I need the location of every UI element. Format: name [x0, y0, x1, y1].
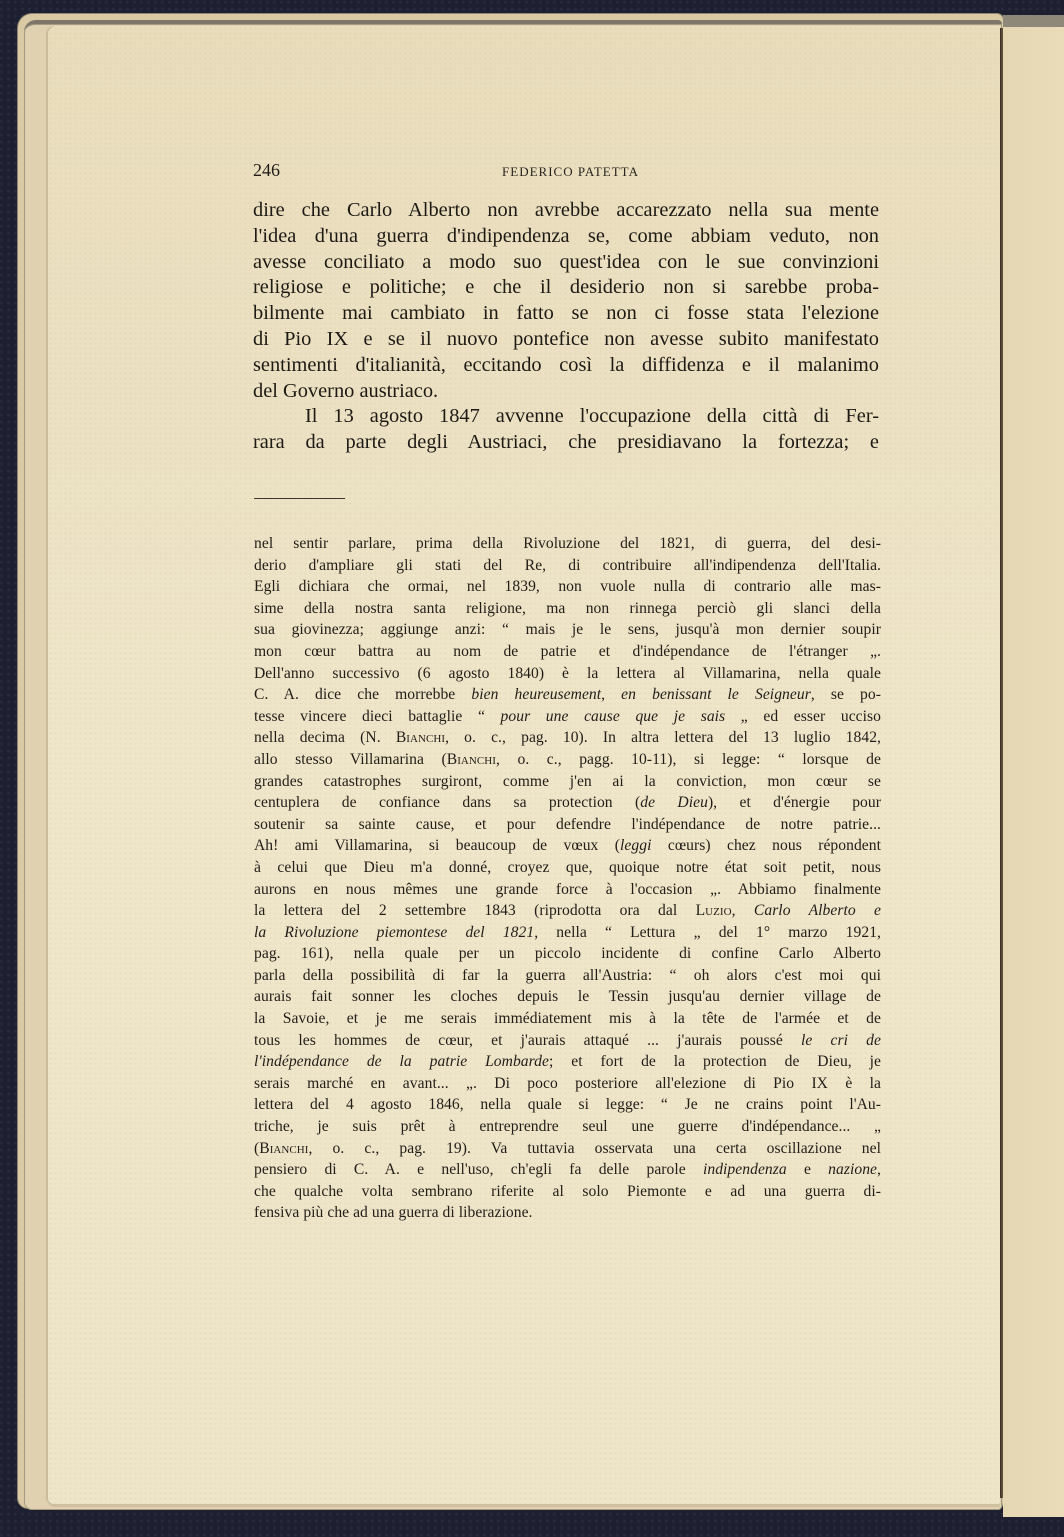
book-title: Carlo Alberto e: [753, 902, 881, 920]
footnote-line: [254, 727, 881, 749]
author-name: Bianchi: [259, 1139, 309, 1157]
text-run: ), et d'énergie pour: [707, 794, 881, 812]
footnote-line: triche, je suis prêt à entreprendre seul une guerre d'indépendance... „: [254, 1118, 881, 1136]
footnote-line: [254, 900, 881, 922]
footnote-line: che qualche volta sembrano riferite al solo Piemonte e ad una guerra di-: [254, 1182, 881, 1200]
italic-quote: pour une cause que je sais: [500, 707, 726, 725]
footnote-line: [254, 749, 881, 771]
footnote-line: [254, 1138, 881, 1160]
text-run: ,: [731, 902, 754, 920]
text-run: la lettera del 2 settembre 1843 (riprodotta ora dal: [254, 902, 696, 920]
text-line: avesse conciliato a modo suo quest'idea con le sue convinzioni: [253, 250, 879, 273]
footnote: [254, 533, 881, 1224]
text-line: di Pio IX e se il nuovo pontefice non avesse subito manifestato: [253, 327, 879, 350]
italic-phrase: leggi: [620, 837, 652, 855]
footnote-line: [254, 792, 881, 814]
footnote-line: [254, 835, 881, 857]
footnote-line: parla della possibilità di far la guerra all'Austria: “ oh alors c'est moi qui: [254, 966, 881, 984]
footnote-line: [254, 706, 881, 728]
text-run: tous les hommes de cœur, et j'aurais attaqué ... j'aurais poussé: [254, 1031, 802, 1049]
paragraph: [253, 198, 879, 404]
paragraph: [253, 404, 879, 456]
text-run: nella decima (N.: [254, 729, 396, 747]
author-name: Bianchi: [446, 750, 497, 768]
text-line: sentimenti d'italianità, eccitando così la diffidenza e il malanimo: [253, 353, 879, 376]
footnote-line: Egli dichiara che ormai, nel 1839, non vuole nulla di contrario alle mas-: [254, 578, 881, 596]
facing-page-edge: [1003, 15, 1064, 1517]
text-line: del Governo austriaco.: [253, 379, 439, 402]
text-run: (: [254, 1139, 260, 1157]
running-title: FEDERICO PATETTA: [502, 164, 639, 179]
book-gutter: [1000, 28, 1003, 1498]
footnote-separator: [254, 498, 345, 499]
italic-quote: bien heureusement, en benissant le Seigneur: [471, 686, 811, 704]
text-run: , o. c., pagg. 10-11), si legge: “ lorsque de: [496, 750, 881, 768]
footnote-line: [254, 922, 881, 944]
text-run: tesse vincere dieci battaglie “: [254, 707, 501, 725]
footnote-line: serais marché en avant... „. Di poco posteriore all'elezione di Pio IX è la: [254, 1074, 881, 1092]
book-title: la Rivoluzione piemontese del 1821: [254, 923, 535, 941]
text-run: „ ed esser ucciso: [725, 707, 881, 725]
footnote-line: pag. 161), nella quale per un piccolo incidente di confine Carlo Alberto: [254, 945, 881, 963]
italic-term: nazione: [828, 1161, 878, 1179]
italic-quote: le cri de: [801, 1031, 881, 1049]
italic-phrase: de Dieu: [640, 794, 708, 812]
footnote-line: nel sentir parlare, prima della Rivoluzione del 1821, di guerra, del desi-: [254, 535, 881, 552]
italic-term: indipendenza: [702, 1161, 787, 1179]
author-name: Bianchi: [395, 729, 446, 747]
text-line: Il 13 agosto 1847 avvenne l'occupazione della città di Fer-: [305, 405, 879, 428]
footnote-line: Dell'anno successivo (6 agosto 1840) è la lettera al Villamarina, nella quale: [254, 664, 881, 682]
text-run: centuplera de confiance dans sa protection (: [254, 794, 641, 812]
footnote-line: lettera del 4 agosto 1846, nella quale si legge: “ Je ne crains point l'Au-: [254, 1096, 881, 1114]
text-line: l'idea d'una guerra d'indipendenza se, come abbiam veduto, non: [253, 224, 879, 247]
text-line: rara da parte degli Austriaci, che presidiavano la fortezza; e: [253, 431, 879, 454]
footnote-line: derio d'ampliare gli stati del Re, di contribuire all'indipendenza dell'Italia.: [254, 556, 881, 574]
text-run: , nella “ Lettura „ del 1° marzo 1921,: [534, 923, 881, 941]
main-text: [253, 198, 879, 456]
footnote-line: fensiva più che ad una guerra di liberazione.: [254, 1204, 533, 1222]
footnote-line: sua giovinezza; aggiunge anzi: “ mais je le sens, jusqu'à mon dernier soupir: [254, 621, 881, 639]
text-line: bilmente mai cambiato in fatto se non ci fosse stata l'elezione: [253, 302, 879, 325]
running-head: [253, 160, 888, 184]
footnote-line: grandes catastrophes surgiront, comme j'en ai la conviction, mon cœur se: [254, 772, 881, 790]
page-number: 246: [253, 160, 280, 180]
footnote-line: aurais fait sonner les cloches depuis le Tessin jusqu'au dernier village de: [254, 988, 881, 1006]
text-run: C. A. dice che morrebbe: [254, 686, 472, 704]
author-name: Luzio: [695, 902, 732, 920]
footnote-line: [254, 1051, 881, 1073]
text-run: Ah! ami Villamarina, si beaucoup de vœux (: [254, 837, 621, 855]
footnote-line: [254, 684, 881, 706]
footnote-line: soutenir sa sainte cause, et pour defendre l'indépendance de notre patrie...: [254, 815, 881, 833]
text-run: ,: [877, 1161, 881, 1179]
text-run: , o. c., pag. 19). Va tuttavia osservata una certa oscillazione nel: [308, 1139, 881, 1157]
italic-quote: l'indépendance de la patrie Lombarde: [254, 1053, 549, 1071]
text-run: , o. c., pag. 10). In altra lettera del 13 luglio 1842,: [445, 729, 881, 747]
footnote-line: [254, 1030, 881, 1052]
footnote-line: aurons en nous mêmes une grande force à l'occasion „. Abbiamo finalmente: [254, 880, 881, 898]
text-run: cœurs) chez nous répondent: [651, 837, 882, 855]
text-run: pensiero di C. A. e nell'uso, ch'egli fa delle parole: [254, 1161, 703, 1179]
footnote-line: mon cœur battra au nom de patrie et d'indépendance de l'étranger „.: [254, 642, 881, 660]
text-run: ; et fort de la protection de Dieu, je: [549, 1053, 881, 1071]
text-run: , se po-: [810, 686, 881, 704]
text-run: allo stesso Villamarina (: [254, 750, 447, 768]
footnote-line: la Savoie, et je me serais immédiatement mis à la tête de l'armée et de: [254, 1010, 881, 1028]
text-line: dire che Carlo Alberto non avrebbe accarezzato nella sua mente: [253, 199, 879, 221]
footnote-line: à celui que Dieu m'a donné, croyez que, quoique notre état soit petit, nous: [254, 858, 881, 876]
footnote-line: [254, 1159, 881, 1181]
text-line: religiose e politiche; e che il desiderio non si sarebbe proba-: [253, 276, 879, 299]
footnote-line: sime della nostra santa religione, ma non rinnega perciò gli slanci della: [254, 599, 881, 617]
text-run: e: [786, 1161, 829, 1179]
